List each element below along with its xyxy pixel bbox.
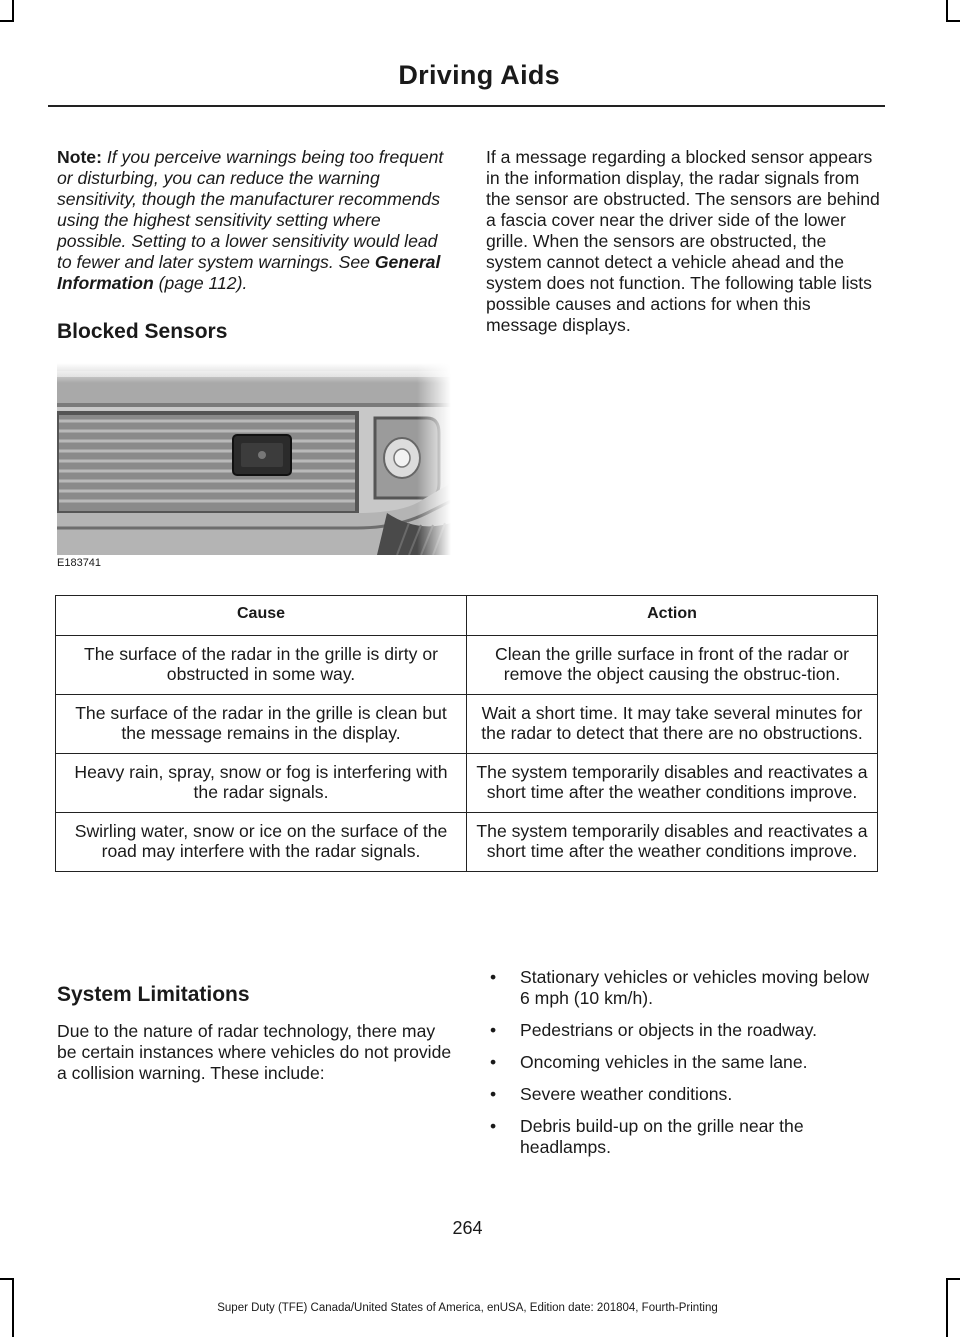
bullet-glyph: •	[490, 967, 497, 987]
figure-id: E183741	[57, 557, 102, 569]
list-item	[486, 1052, 882, 1073]
bumper-illustration	[57, 363, 451, 555]
list-item	[486, 1116, 882, 1158]
limitations-list	[486, 967, 882, 1158]
note-text: If you perceive warnings being too frequent or disturbing, you can reduce the warning sensitivity, though the manufacturer recommends using the highest sensitivity setting where possible. Setting to a lower sensitivity would lead to fewer and later system warnings. See	[57, 147, 444, 272]
cause-cell: Heavy rain, spray, snow or fog is interfering with the radar signals.	[56, 753, 467, 812]
table-row	[56, 812, 878, 871]
column-header-cause: Cause	[56, 596, 467, 636]
page-title: Driving Aids	[398, 60, 560, 90]
list-item-text: Severe weather conditions.	[520, 1084, 733, 1104]
note-paragraph	[57, 147, 449, 294]
left-column	[57, 147, 449, 344]
crop-mark-top-right	[946, 20, 960, 22]
bumper-radar-figure	[57, 363, 451, 569]
list-item-text: Debris build-up on the grille near the headlamps.	[520, 1116, 804, 1157]
action-cell: The system temporarily disables and reactivates a short time after the weather conditions improve.	[467, 753, 878, 812]
footer-text: Super Duty (TFE) Canada/United States of America, enUSA, Edition date: 201804, Fourth-Printing	[217, 1302, 718, 1314]
table-row	[56, 635, 878, 694]
right-column	[486, 147, 882, 336]
bullet-glyph: •	[490, 1052, 497, 1072]
crop-mark-bottom-right	[946, 1278, 960, 1280]
action-cell: Clean the grille surface in front of the radar or remove the object causing the obstruc-tion.	[467, 635, 878, 694]
list-item-text: Stationary vehicles or vehicles moving below 6 mph (10 km/h).	[520, 967, 870, 1008]
blocked-sensors-heading: Blocked Sensors	[57, 320, 228, 343]
crop-mark-bottom-left	[0, 1278, 14, 1280]
note-page-ref: (page 112).	[153, 273, 248, 293]
cause-cell: The surface of the radar in the grille is dirty or obstructed in some way.	[56, 635, 467, 694]
table-header-row	[56, 596, 878, 636]
system-limitations-section	[57, 983, 457, 1084]
limitations-list-column	[486, 967, 882, 1169]
cause-cell: Swirling water, snow or ice on the surface of the road may interfere with the radar signals.	[56, 812, 467, 871]
action-cell: The system temporarily disables and reactivates a short time after the weather conditions improve.	[467, 812, 878, 871]
column-header-action: Action	[467, 596, 878, 636]
list-item	[486, 1084, 882, 1105]
page-number: 264	[452, 1218, 483, 1238]
crop-mark-bottom-right	[946, 1278, 948, 1337]
bullet-glyph: •	[490, 1116, 497, 1136]
blocked-sensors-paragraph: If a message regarding a blocked sensor appears in the information display, the radar signals from the sensor are obstructed. The sensors are behind a fascia cover near the driver side of the lower grille. When the sensors are obstructed, the system cannot detect a vehicle ahead and the system does not function. The following table lists possible causes and actions for when this message displays.	[486, 147, 880, 335]
crop-mark-top-left	[0, 20, 14, 22]
header-rule	[48, 105, 885, 107]
bullet-glyph: •	[490, 1084, 497, 1104]
note-label: Note:	[57, 147, 102, 167]
list-item-text: Oncoming vehicles in the same lane.	[520, 1052, 808, 1072]
action-cell: Wait a short time. It may take several minutes for the radar to detect that there are no obstructions.	[467, 694, 878, 753]
list-item	[486, 967, 882, 1009]
crop-mark-top-left	[12, 0, 14, 22]
blocked-sensor-table	[55, 595, 878, 872]
system-limitations-heading: System Limitations	[57, 983, 250, 1006]
list-item	[486, 1020, 882, 1041]
crop-mark-top-right	[946, 0, 948, 22]
system-limitations-intro: Due to the nature of radar technology, there may be certain instances where vehicles do not provide a collision warning. These include:	[57, 1021, 452, 1083]
table-row	[56, 694, 878, 753]
table-row	[56, 753, 878, 812]
list-item-text: Pedestrians or objects in the roadway.	[520, 1020, 817, 1040]
bullet-glyph: •	[490, 1020, 497, 1040]
cause-cell: The surface of the radar in the grille is clean but the message remains in the display.	[56, 694, 467, 753]
general-information-link[interactable]: General Information	[57, 252, 441, 293]
